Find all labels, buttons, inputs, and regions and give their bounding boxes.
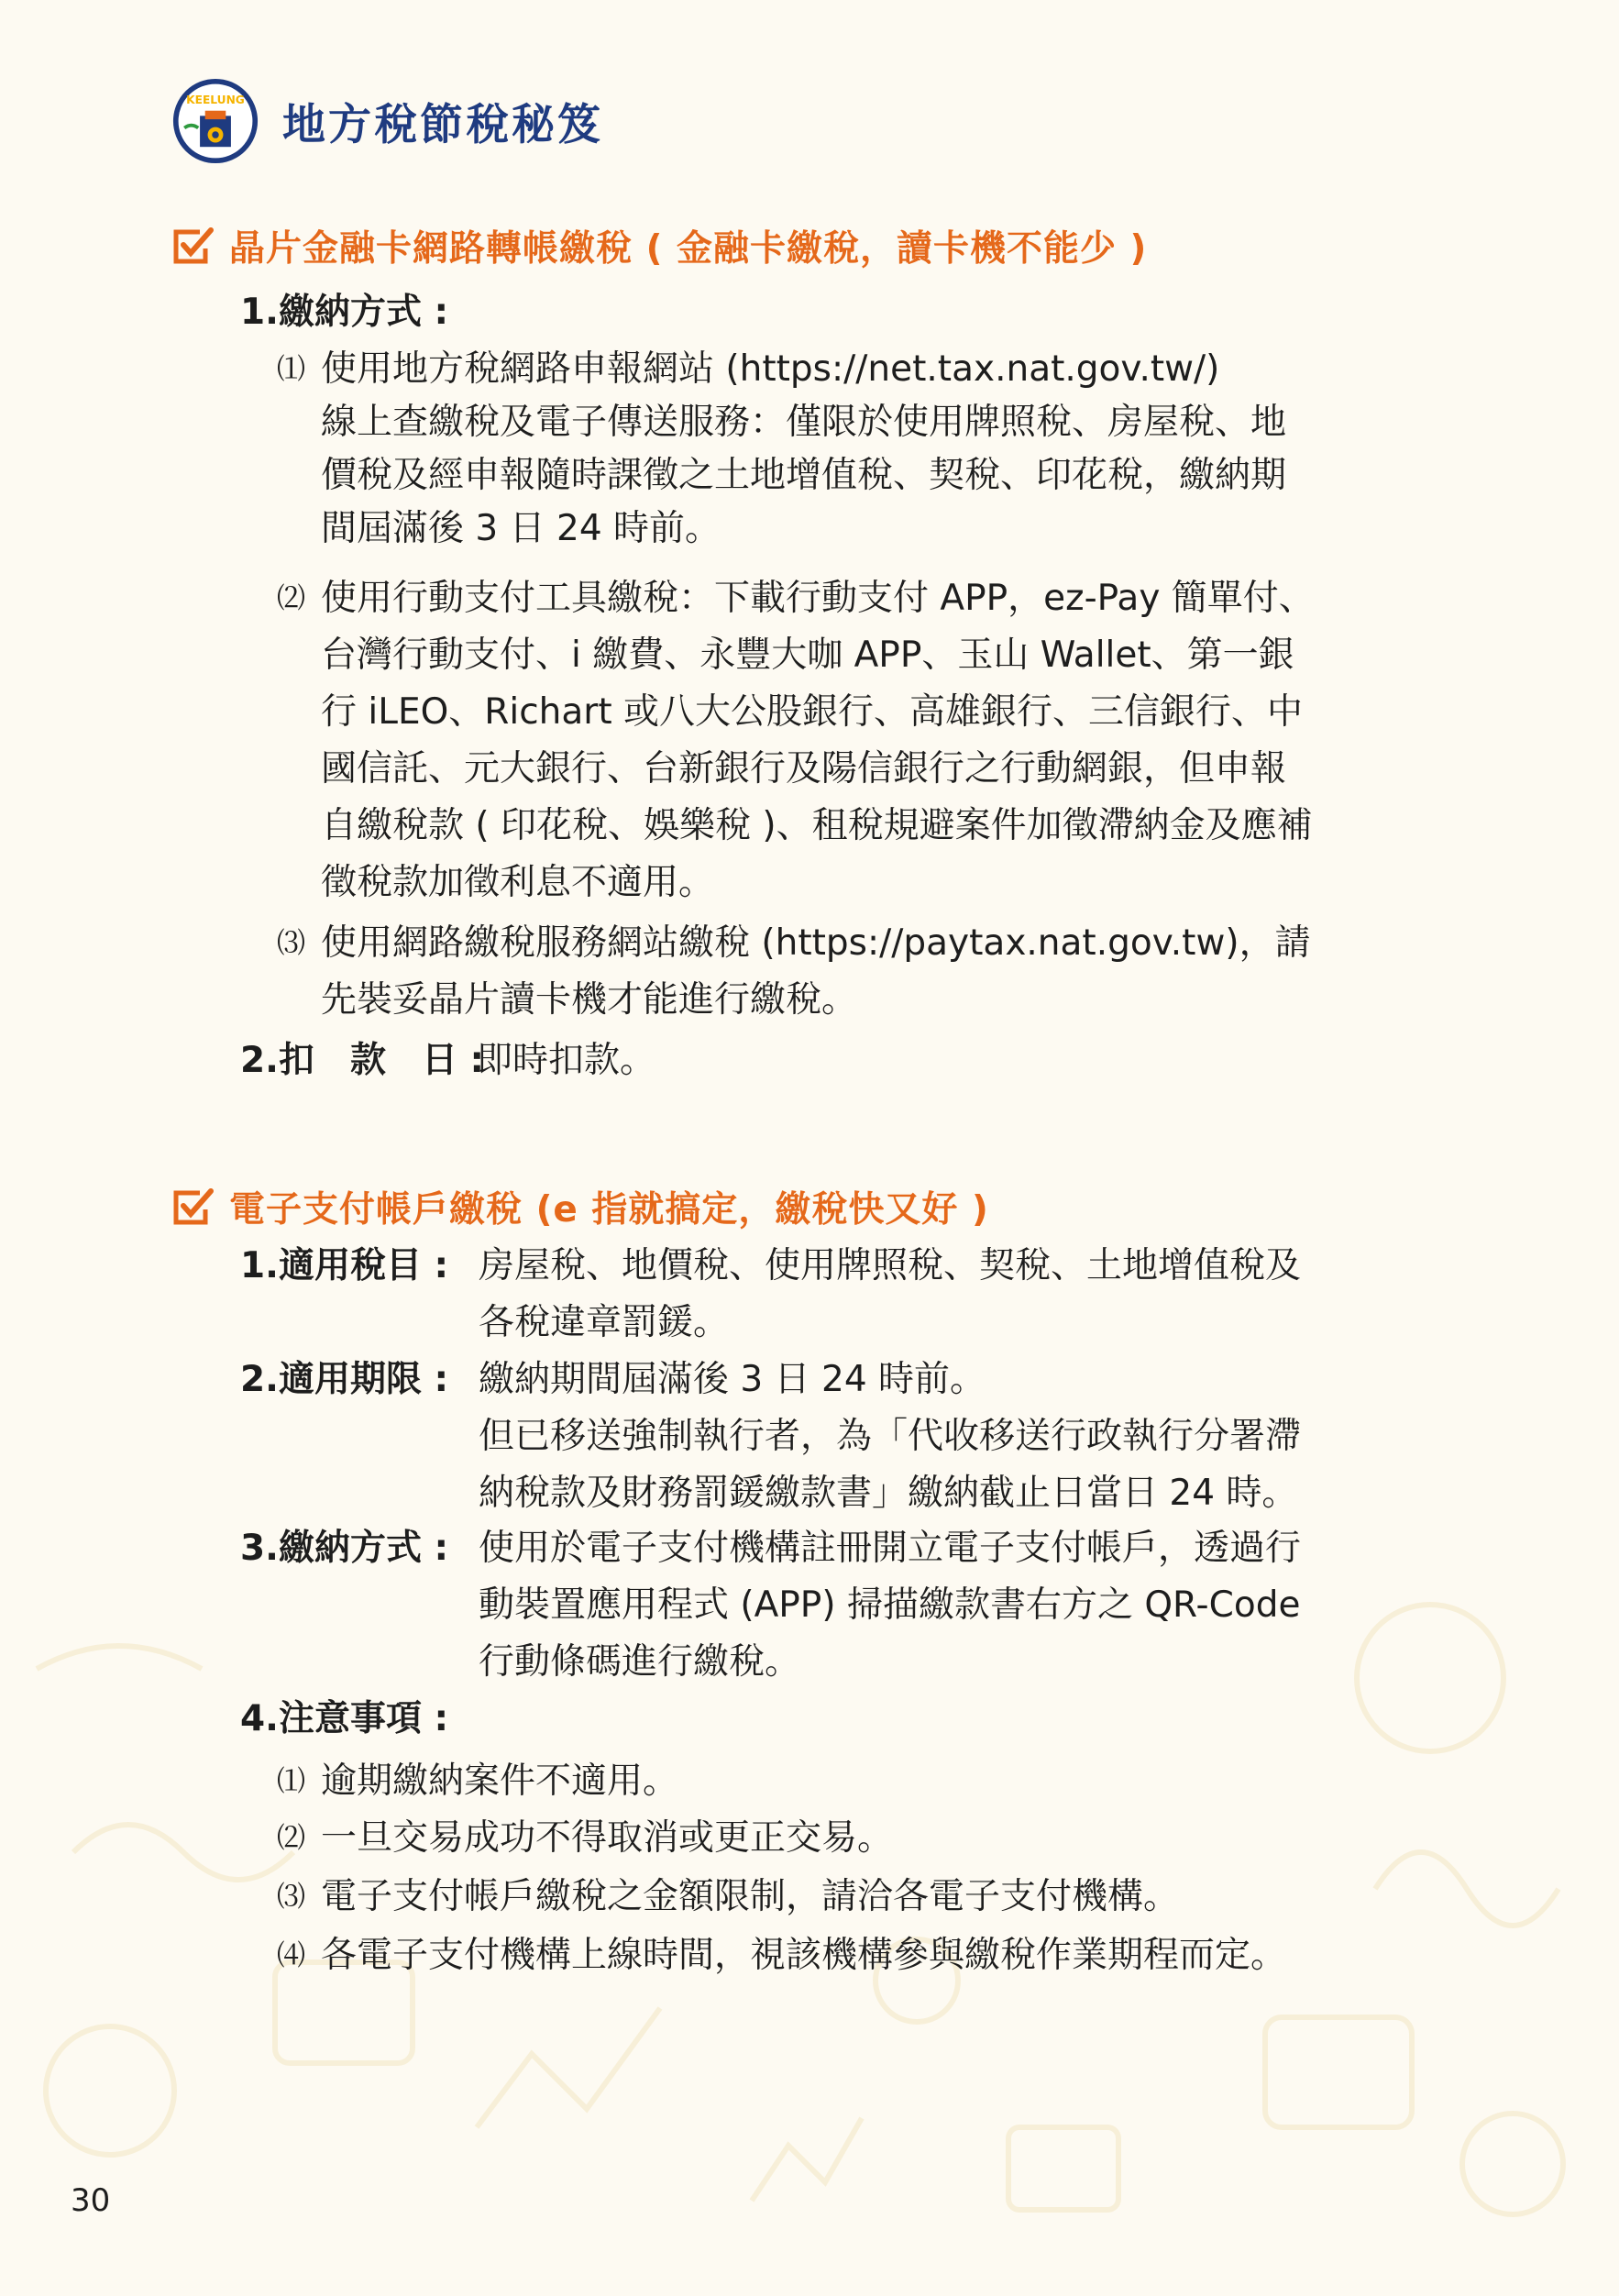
section-1-title: 晶片金融卡網路轉帳繳稅 ( 金融卡繳稅，讀卡機不能少 ) [229, 228, 1148, 270]
s2-note-text: 各電子支付機構上線時間，視該機構參與繳稅作業期程而定。 [321, 1935, 1287, 1976]
section-2-title: 電子支付帳戶繳稅 (e 指就搞定，繳稅快又好 ) [229, 1189, 989, 1231]
keelung-logo-icon [172, 78, 259, 164]
s2-note-text: 電子支付帳戶繳稅之金額限制，請洽各電子支付機構。 [321, 1876, 1180, 1917]
s2-item4-heading: 4.注意事項 : [240, 1698, 449, 1739]
page-number: 30 [71, 2182, 111, 2219]
s2-item2-line: 但已移送強制執行者，為「代收移送行政執行分署滯 [479, 1416, 1302, 1457]
s2-item2-heading: 2.適用期限 : [240, 1359, 449, 1400]
s1-sub2-line: 使用行動支付工具繳稅：下載行動支付 APP，ez-Pay 簡單付、 [321, 578, 1315, 619]
s2-item1-line: 房屋稅、地價稅、使用牌照稅、契稅、土地增值稅及 [479, 1245, 1302, 1286]
header-title: 地方稅節稅秘笈 [282, 99, 603, 150]
s2-item2-line: 納稅款及財務罰鍰繳款書」繳納截止日當日 24 時。 [479, 1473, 1298, 1514]
page-header [172, 75, 603, 167]
s1-sub1-number: ⑴ [277, 353, 304, 386]
s1-sub2-line: 自繳稅款 ( 印花稅、娛樂稅 )、租稅規避案件加徵滯納金及應補 [321, 805, 1313, 846]
s2-item3-line: 動裝置應用程式 (APP) 掃描繳款書右方之 QR-Code [479, 1584, 1301, 1626]
s1-sub3-line: 使用網路繳稅服務網站繳稅 (https://paytax.nat.gov.tw)，請 [321, 922, 1311, 964]
s2-item1-heading: 1.適用稅目 : [240, 1245, 449, 1286]
checkbox-check-icon [171, 1186, 216, 1228]
s2-note-number: ⑶ [277, 1881, 304, 1914]
checkbox-check-icon [171, 225, 216, 267]
s1-sub1-line: 使用地方稅網路申報網站 (https://net.tax.nat.gov.tw/) [321, 348, 1220, 390]
s1-sub2-line: 行 iLEO、Richart 或八大公股銀行、高雄銀行、三信銀行、中 [321, 691, 1304, 733]
s1-sub2-line: 國信託、元大銀行、台新銀行及陽信銀行之行動網銀，但申報 [321, 748, 1287, 789]
s2-note-number: ⑴ [277, 1765, 304, 1798]
s2-item2-line: 繳納期間屆滿後 3 日 24 時前。 [479, 1359, 986, 1400]
s2-item3-line: 使用於電子支付機構註冊開立電子支付帳戶，透過行 [479, 1528, 1302, 1569]
s1-sub1-line: 價稅及經申報隨時課徵之土地增值稅、契稅、印花稅，繳納期 [321, 455, 1287, 496]
s2-note-number: ⑷ [277, 1939, 304, 1972]
s1-sub3-number: ⑶ [277, 927, 304, 960]
s2-item1-line: 各稅違章罰鍰。 [479, 1302, 730, 1343]
section-1-heading [171, 220, 1147, 271]
s1-sub2-line: 台灣行動支付、i 繳費、永豐大咖 APP、玉山 Wallet、第一銀 [321, 635, 1294, 676]
svg-text:KEELUNG: KEELUNG [186, 94, 245, 107]
s1-sub1-line: 線上查繳稅及電子傳送服務：僅限於使用牌照稅、房屋稅、地 [321, 402, 1287, 443]
section-2-heading [171, 1181, 989, 1232]
s2-note-number: ⑵ [277, 1822, 304, 1855]
s2-note-text: 逾期繳納案件不適用。 [321, 1761, 679, 1802]
s2-item3-heading: 3.繳納方式 : [240, 1528, 449, 1569]
s1-item1-heading: 1.繳納方式 : [240, 292, 449, 333]
s1-sub2-number: ⑵ [277, 582, 304, 615]
s1-item2-value: 即時扣款。 [477, 1040, 656, 1081]
s1-sub3-line: 先裝妥晶片讀卡機才能進行繳稅。 [321, 979, 858, 1021]
s2-note-text: 一旦交易成功不得取消或更正交易。 [321, 1817, 894, 1859]
s1-sub1-line: 間屆滿後 3 日 24 時前。 [321, 508, 721, 549]
s2-item3-line: 行動條碼進行繳稅。 [479, 1641, 801, 1683]
s1-sub2-line: 徵稅款加徵利息不適用。 [321, 862, 715, 903]
s1-item2-heading: 2.扣 款 日 : [240, 1040, 485, 1081]
